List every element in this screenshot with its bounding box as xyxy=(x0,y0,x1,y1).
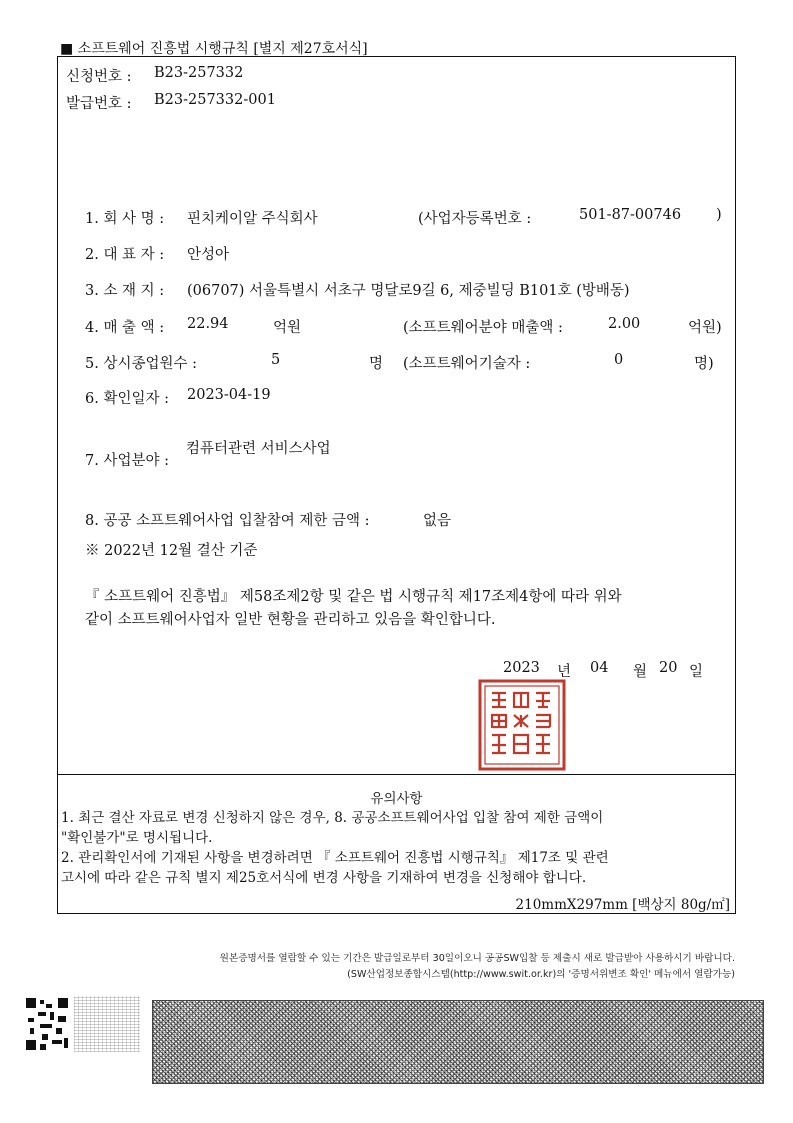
reg-no-value: 501-87-00746 xyxy=(579,207,682,223)
form-header: ■ 소프트웨어 진흥법 시행규칙 [별지 제27호서식] xyxy=(60,41,368,57)
footer-line-2: (SW산업정보종합시스템(http://www.swit.or.kr)의 '증명서위변조 확인' 메뉴에서 열람가능) xyxy=(347,969,735,980)
business-value: 컴퓨터관련 서비스사업 xyxy=(186,441,331,457)
employees-value: 5 xyxy=(271,352,281,368)
sw-revenue-label: (소프트웨어분야 매출액 : xyxy=(403,320,563,336)
notice-line-3: 2. 관리확인서에 기재된 사항을 변경하려면 『 소프트웨어 진흥법 시행규칙』 제17조 및 관련 xyxy=(61,850,609,866)
security-barcode-strip xyxy=(152,1000,764,1084)
issue-no-value: B23-257332-001 xyxy=(154,92,276,108)
date-year: 2023 xyxy=(503,660,540,676)
confirm-date-value: 2023-04-19 xyxy=(187,387,271,403)
company-value: 핀치케이알 주식회사 xyxy=(187,211,318,227)
watermark-logo-icon xyxy=(74,996,140,1052)
date-day: 20 xyxy=(659,660,678,676)
date-month-unit: 월 xyxy=(633,664,648,680)
notice-line-4: 고시에 따라 같은 규칙 별지 제25호서식에 변경 사항을 기재하여 변경을 신청해야 합니다. xyxy=(61,870,587,886)
revenue-value: 22.94 xyxy=(187,316,229,332)
notice-divider xyxy=(58,774,735,775)
paper-spec: 210mmX297mm [백상지 80g/㎡] xyxy=(515,897,730,913)
basis-note: ※ 2022년 12월 결산 기준 xyxy=(85,543,258,559)
confirm-date-label: 6. 확인일자 : xyxy=(85,391,169,407)
address-label: 3. 소 재 지 : xyxy=(85,283,165,299)
employees-unit: 명 xyxy=(369,356,384,372)
ceo-value: 안성아 xyxy=(187,247,230,263)
bid-limit-label: 8. 공공 소프트웨어사업 입찰참여 제한 금액 : xyxy=(85,513,370,529)
bid-limit-value: 없음 xyxy=(423,513,452,529)
certificate-frame xyxy=(57,56,736,914)
sw-tech-unit: 명) xyxy=(694,356,714,372)
ceo-label: 2. 대 표 자 : xyxy=(85,247,165,263)
issue-no-label: 발급번호 : xyxy=(66,96,132,112)
sw-tech-value: 0 xyxy=(614,352,624,368)
notice-line-2: "확인불가"로 명시됩니다. xyxy=(61,830,213,846)
date-year-unit: 년 xyxy=(557,664,572,680)
sw-tech-label: (소프트웨어기술자 : xyxy=(403,356,531,372)
business-label: 7. 사업분야 : xyxy=(85,453,169,469)
notice-line-1: 1. 최근 결산 자료로 변경 신청하지 않은 경우, 8. 공공소프트웨어사업 입찰 참여 제한 금액이 xyxy=(61,810,604,826)
date-day-unit: 일 xyxy=(689,664,704,680)
address-value: (06707) 서울특별시 서초구 명달로9길 6, 제중빌딩 B101호 (방배동) xyxy=(187,283,630,299)
statement-line-1: 『 소프트웨어 진흥법』 제58조제2항 및 같은 법 시행규칙 제17조제4항에 따라 위와 xyxy=(85,589,622,605)
date-month: 04 xyxy=(590,660,609,676)
sw-revenue-value: 2.00 xyxy=(608,316,641,332)
company-label: 1. 회 사 명 : xyxy=(85,211,165,227)
qr-code-icon xyxy=(24,996,70,1052)
reg-no-label: (사업자등록번호 : xyxy=(418,211,532,227)
sw-revenue-unit: 억원) xyxy=(688,320,722,336)
footer-line-1: 원본증명서를 열람할 수 있는 기간은 발급일로부터 30일이오니 공공SW입찰 등 제출시 새로 발급받아 사용하시기 바랍니다. xyxy=(219,953,735,964)
notice-title: 유의사항 xyxy=(370,791,423,807)
revenue-label: 4. 매 출 액 : xyxy=(85,320,165,336)
employees-label: 5. 상시종업원수 : xyxy=(85,356,197,372)
revenue-unit: 억원 xyxy=(273,320,302,336)
application-no-value: B23-257332 xyxy=(154,65,244,81)
official-seal-icon xyxy=(478,679,566,771)
application-no-label: 신청번호 : xyxy=(66,69,132,85)
statement-line-2: 같이 소프트웨어사업자 일반 현황을 관리하고 있음을 확인합니다. xyxy=(85,612,496,628)
reg-no-close: ) xyxy=(716,207,722,223)
